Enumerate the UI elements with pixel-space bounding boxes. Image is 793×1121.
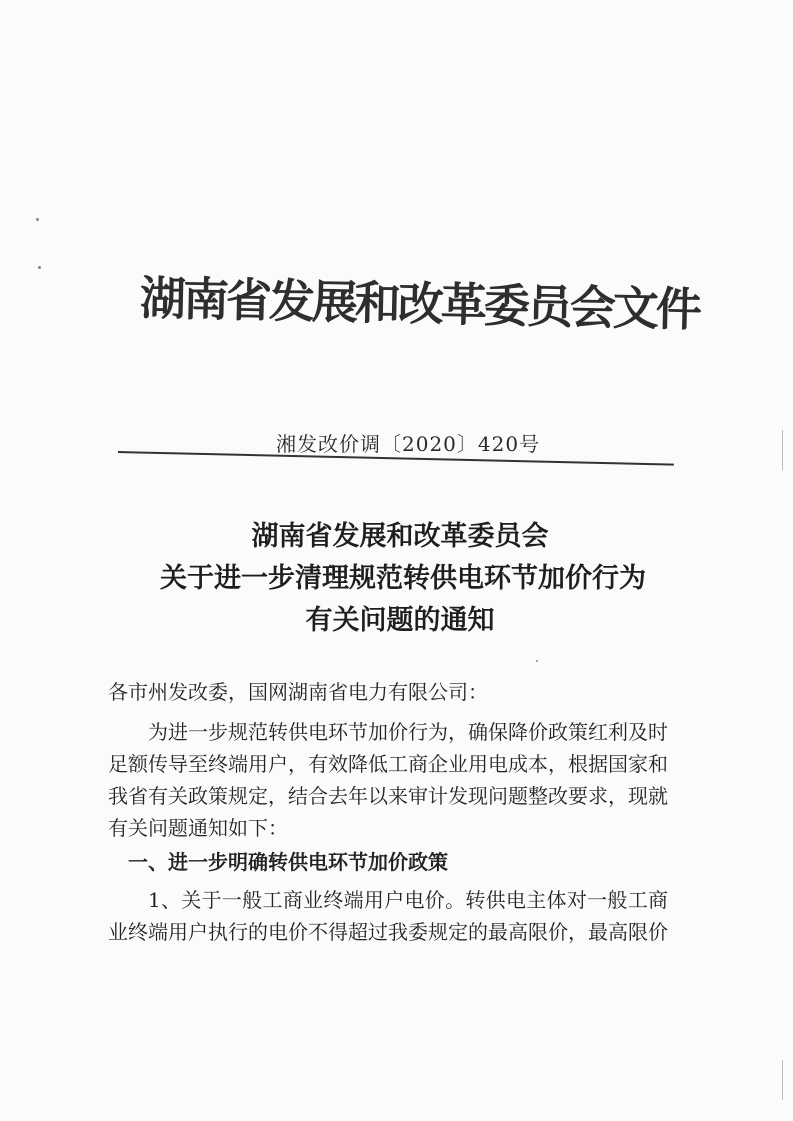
notice-title — [160, 516, 646, 642]
item-paragraph-1: 1、关于一般工商业终端用户电价。转供电主体对一般工商业终端用户执行的电价不得超过我委规定的最高限价，最高限价 — [108, 888, 668, 944]
notice-body — [108, 676, 668, 948]
scan-edge-mark — [782, 430, 783, 470]
scan-speck — [38, 266, 41, 269]
issuer-header-title: 湖南省发展和改革委员会文件 — [139, 271, 700, 337]
scan-speck — [536, 660, 538, 662]
salutation: 各市州发改委，国网湖南省电力有限公司： — [108, 680, 488, 704]
notice-title-line-3: 有关问题的通知 — [305, 605, 495, 636]
intro-paragraph: 为进一步规范转供电环节加价行为，确保降价政策红利及时足额传导至终端用户，有效降低工商企业用电成本，根据国家和我省有关政策规定，结合去年以来审计发现问题整改要求，现就有关问题通知如下： — [108, 720, 668, 840]
notice-title-line-2: 关于进一步清理规范转供电环节加价行为 — [160, 563, 646, 594]
document-number: 湘发改价调〔2020〕420号 — [276, 432, 541, 456]
section-heading-1: 一、进一步明确转供电环节加价政策 — [128, 850, 448, 874]
scan-speck — [36, 218, 39, 221]
notice-title-line-1: 湖南省发展和改革委员会 — [251, 521, 549, 552]
scan-edge-mark — [782, 1060, 783, 1100]
